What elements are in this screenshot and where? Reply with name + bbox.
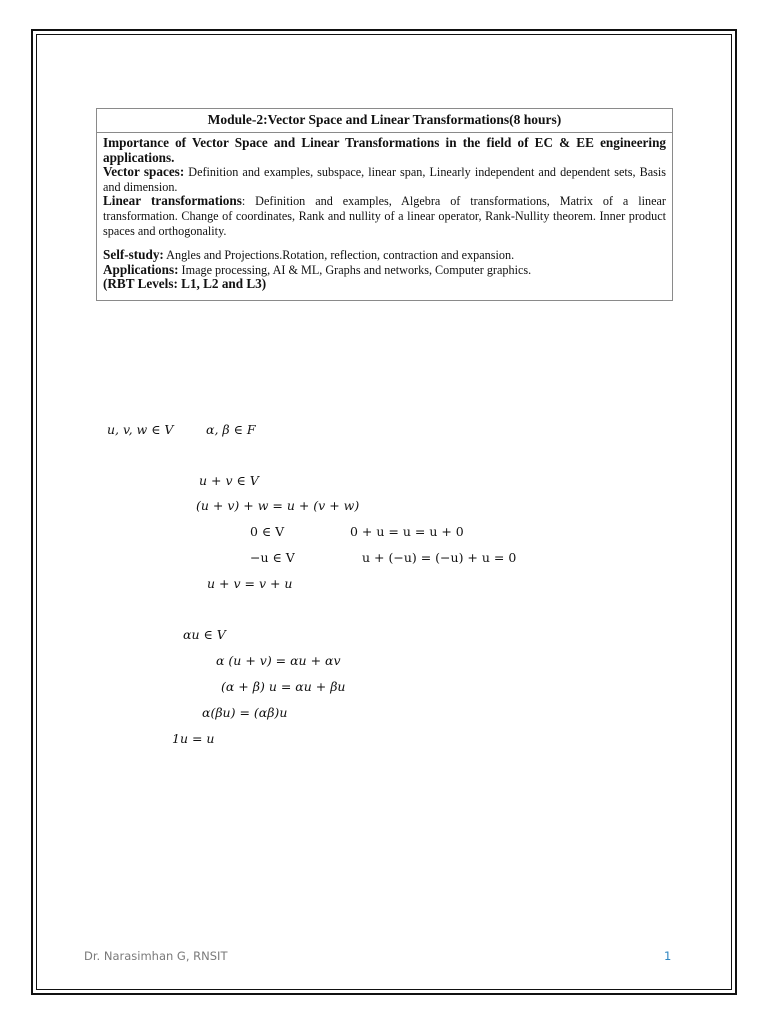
math-distributive-vectors: α (u + v) = αu + αv	[216, 653, 341, 668]
syllabus-body	[97, 133, 672, 300]
math-identity-scalar: 1u = u	[172, 731, 215, 746]
module-title: Module-2:Vector Space and Linear Transformations(8 hours)	[97, 109, 672, 133]
importance-statement: Importance of Vector Space and Linear Transformations in the field of EC & EE engineering applications.	[103, 135, 666, 165]
math-inverse-identity: u + (−u) = (−u) + u = 0	[362, 550, 517, 565]
math-zero-member: 0 ∈ V	[250, 524, 285, 539]
vector-spaces-text: Definition and examples, subspace, linear span, Linearly independent and dependent sets, Basis and dimension.	[103, 165, 666, 194]
applications-text: Image processing, AI & ML, Graphs and networks, Computer graphics.	[178, 262, 532, 277]
vector-spaces-label: Vector spaces:	[103, 164, 185, 180]
footer-page-number: 1	[664, 949, 672, 963]
math-associativity: (u + v) + w = u + (v + w)	[196, 498, 360, 513]
self-study-text: Angles and Projections.Rotation, reflection, contraction and expansion.	[163, 248, 515, 263]
linear-transformations-text: : Definition and examples, Algebra of transformations, Matrix of a linear transformation. Change of coordinates, Rank and nullity of a linear operator, Rank-Nullity theorem. Inner product spaces and orthogonality.	[103, 194, 666, 238]
math-zero-identity: 0 + u = u = u + 0	[350, 524, 464, 539]
math-commutativity: u + v = v + u	[207, 576, 293, 591]
math-closure-scalar: αu ∈ V	[183, 627, 226, 642]
linear-transformations-label: Linear transformations	[103, 193, 242, 209]
math-distributive-scalars: (α + β) u = αu + βu	[221, 679, 346, 694]
vector-spaces-topic	[103, 165, 666, 194]
footer-author: Dr. Narasimhan G, RNSIT	[84, 949, 228, 963]
linear-transformations-topic	[103, 194, 666, 238]
math-closure-addition: u + v ∈ V	[199, 473, 259, 488]
self-study-label: Self-study:	[103, 247, 164, 263]
syllabus-box	[96, 108, 673, 301]
math-inverse-member: −u ∈ V	[250, 550, 295, 565]
math-scalar-associativity: α(βu) = (αβ)u	[202, 705, 288, 720]
math-scalar-membership: α, β ∈ F	[206, 422, 256, 437]
applications-topic	[103, 263, 666, 278]
math-vector-membership: u, v, w ∈ V	[107, 422, 174, 437]
spacer	[103, 238, 666, 248]
self-study-topic	[103, 248, 666, 263]
applications-label: Applications:	[103, 261, 179, 277]
rbt-levels: (RBT Levels: L1, L2 and L3)	[103, 276, 267, 292]
